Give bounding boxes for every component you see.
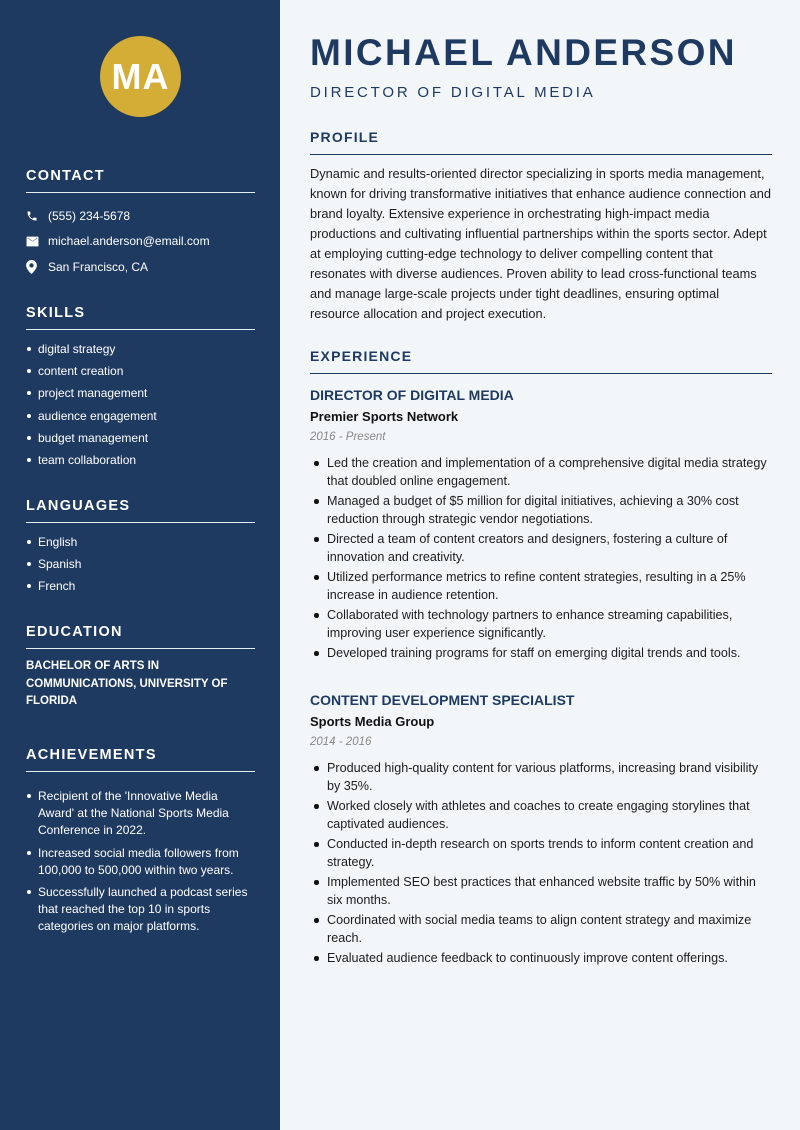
list-item: French: [26, 578, 255, 600]
education-degree: BACHELOR OF ARTS IN COMMUNICATIONS, UNIVERSITY OF FLORIDA: [26, 660, 228, 707]
skills-section: [26, 305, 255, 474]
job-bullets: [310, 759, 772, 967]
list-item: Produced high-quality content for various platforms, increasing brand visibility by 35%.: [310, 759, 772, 795]
job-entry: [310, 387, 772, 664]
skills-list: [26, 341, 255, 474]
languages-list: [26, 534, 255, 601]
phone-text: (555) 234-5678: [48, 208, 131, 223]
list-item: Implemented SEO best practices that enhanced website traffic by 50% within six months.: [310, 873, 772, 909]
job-dates: 2014 - 2016: [310, 736, 372, 748]
job-bullets: [310, 454, 772, 662]
skills-heading: SKILLS: [26, 305, 255, 330]
list-item: digital strategy: [26, 341, 255, 363]
job-title: CONTENT DEVELOPMENT SPECIALIST: [310, 692, 575, 708]
job-dates: 2016 - Present: [310, 431, 386, 443]
list-item: audience engagement: [26, 408, 255, 430]
list-item: budget management: [26, 430, 255, 452]
education-heading: EDUCATION: [26, 624, 255, 649]
job-entry: [310, 692, 772, 969]
location-pin-icon: [26, 260, 48, 274]
list-item: Conducted in-depth research on sports trends to inform content creation and strategy.: [310, 835, 772, 871]
languages-section: [26, 498, 255, 601]
achievements-section: [26, 747, 255, 941]
list-item: Worked closely with athletes and coaches to create engaging storylines that captivated audiences.: [310, 797, 772, 833]
education-section: [26, 624, 255, 711]
list-item: Recipient of the 'Innovative Media Award' at the National Sports Media Conference in 2022.: [26, 788, 255, 839]
profile-text: Dynamic and results-oriented director specializing in sports media management, known for driving transformative initiatives that enhance audience connection and brand loyalty. Extensive experience in orchestrating high-impact media productions and cultivating influential partnerships within the sports sector. Adept at employing cutting-edge technology to deliver compelling content that resonates with diverse audiences. Proven ability to lead cross-functional teams and manage large-scale projects under tight deadlines, ensuring optimal resource allocation and project execution.: [310, 166, 771, 321]
list-item: Increased social media followers from 100,000 to 500,000 within two years.: [26, 845, 255, 879]
languages-heading: LANGUAGES: [26, 498, 255, 523]
job-company: Premier Sports Network: [310, 409, 459, 424]
list-item: Developed training programs for staff on emerging digital trends and tools.: [310, 644, 772, 662]
list-item: Directed a team of content creators and designers, fostering a culture of innovation and creativity.: [310, 530, 772, 566]
contact-location: [26, 254, 255, 280]
achievements-list: [26, 788, 255, 935]
list-item: Led the creation and implementation of a comprehensive digital media strategy that doubled online engagement.: [310, 454, 772, 490]
contact-heading: CONTACT: [26, 168, 255, 193]
list-item: Evaluated audience feedback to continuously improve content offerings.: [310, 949, 772, 967]
list-item: Spanish: [26, 556, 255, 578]
list-item: Collaborated with technology partners to enhance streaming capabilities, improving user experience significantly.: [310, 606, 772, 642]
experience-heading: EXPERIENCE: [310, 348, 772, 374]
list-item: Managed a budget of $5 million for digital initiatives, achieving a 30% cost reduction through strategic vendor negotiations.: [310, 492, 772, 528]
sidebar: [0, 0, 280, 1130]
list-item: content creation: [26, 363, 255, 385]
email-text: michael.anderson@email.com: [48, 234, 210, 249]
achievements-heading: ACHIEVEMENTS: [26, 747, 255, 772]
list-item: English: [26, 534, 255, 556]
contact-phone: [26, 203, 255, 229]
list-item: Successfully launched a podcast series that reached the top 10 in sports categories on major platforms.: [26, 884, 255, 935]
job-title: DIRECTOR OF DIGITAL MEDIA: [310, 387, 514, 403]
avatar: MA: [100, 36, 181, 117]
person-name: MICHAEL ANDERSON: [310, 32, 737, 73]
contact-section: [26, 168, 255, 280]
job-title-header: DIRECTOR OF DIGITAL MEDIA: [310, 84, 596, 101]
profile-heading: PROFILE: [310, 129, 772, 155]
list-item: Coordinated with social media teams to align content strategy and maximize reach.: [310, 911, 772, 947]
location-text: San Francisco, CA: [48, 259, 149, 274]
phone-icon: [26, 210, 48, 222]
list-item: team collaboration: [26, 452, 255, 474]
list-item: project management: [26, 385, 255, 407]
list-item: Utilized performance metrics to refine content strategies, resulting in a 25% increase in audience retention.: [310, 568, 772, 604]
job-company: Sports Media Group: [310, 714, 435, 729]
mail-icon: [26, 236, 48, 247]
contact-email: [26, 229, 255, 255]
